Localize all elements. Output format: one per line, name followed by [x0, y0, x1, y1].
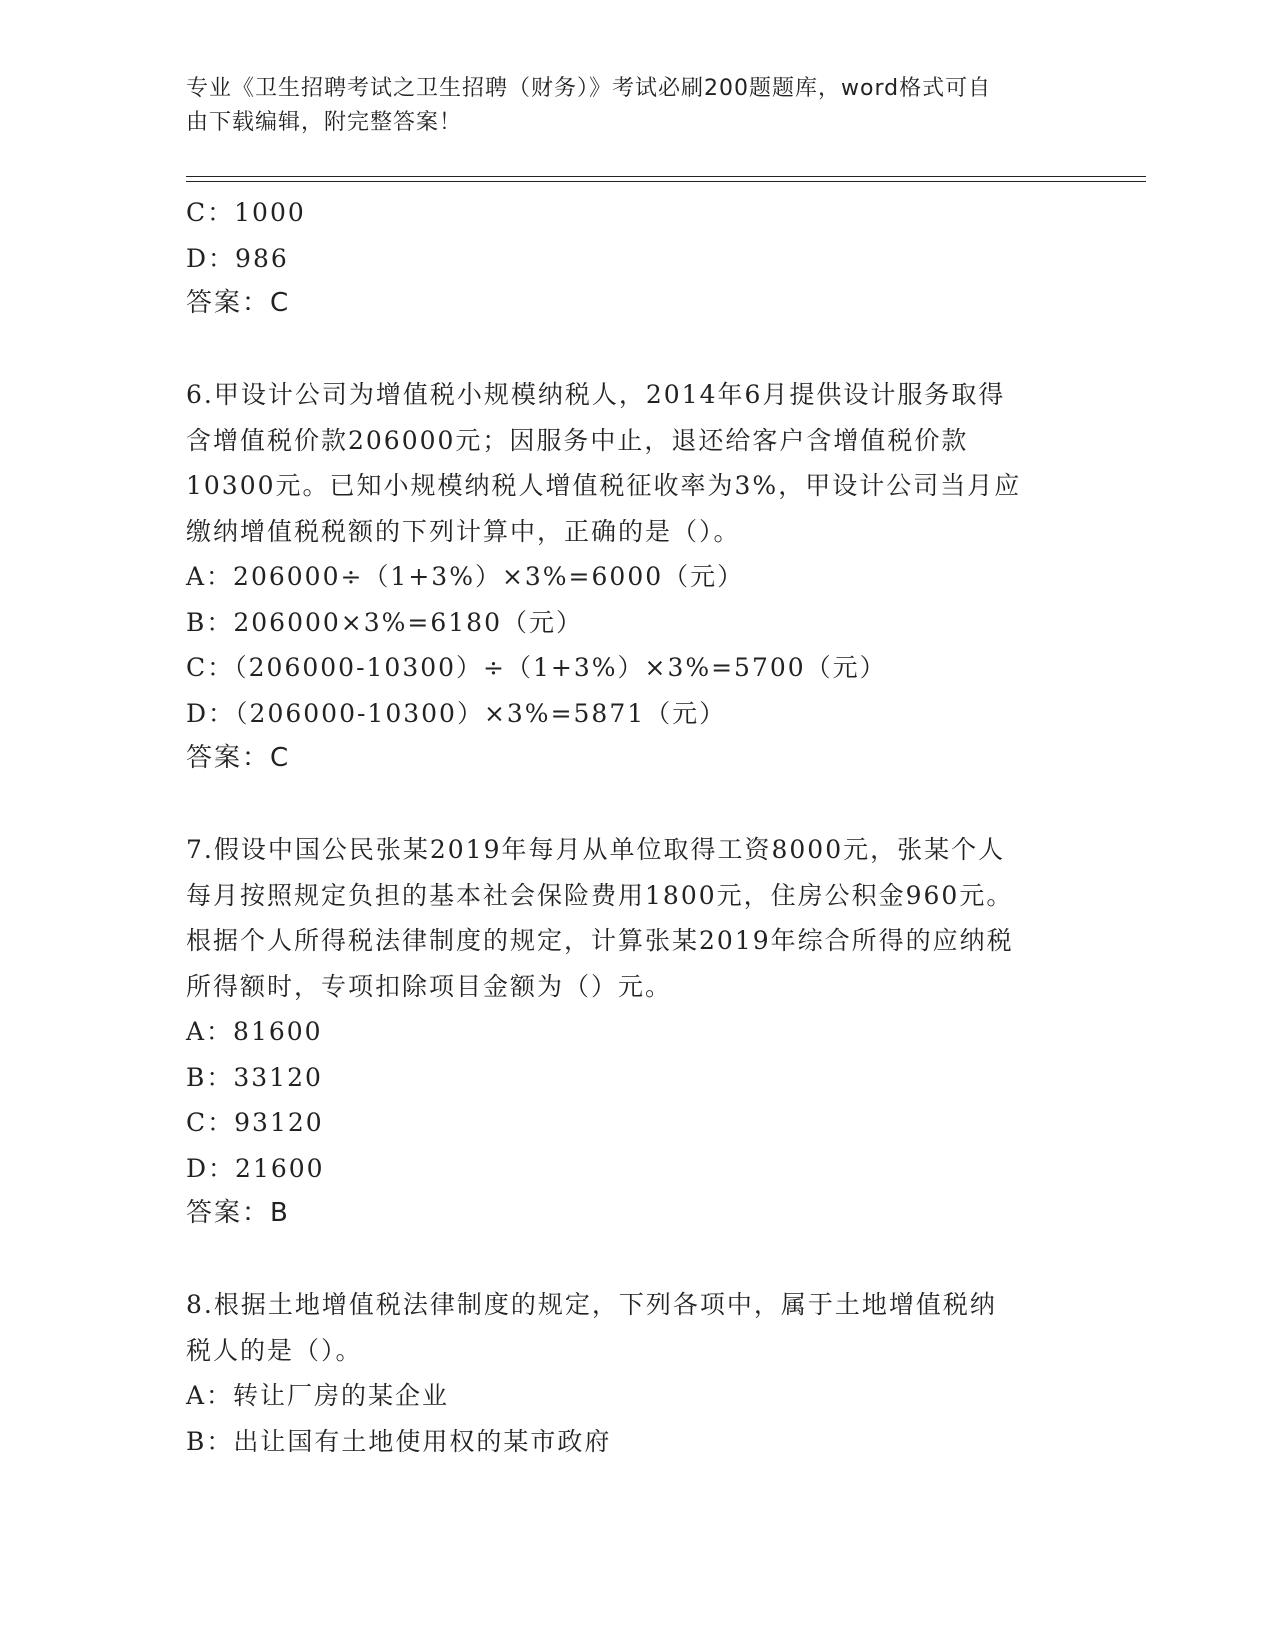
question-5-tail	[186, 190, 1066, 327]
q6-text-line-2: 含增值税价款206000元；因服务中止，退还给客户含增值税价款	[186, 425, 969, 455]
question-8	[186, 1282, 1066, 1464]
q7-text-line-3: 根据个人所得税法律制度的规定，计算张某2019年综合所得的应纳税	[186, 926, 1014, 955]
document-body	[186, 190, 1066, 1464]
q5-option-d: D：986	[186, 243, 289, 273]
q7-text-line-2: 每月按照规定负担的基本社会保险费用1800元，住房公积金960元。	[186, 880, 1014, 910]
q6-text-line-1: 6.甲设计公司为增值税小规模纳税人，2014年6月提供设计服务取得	[186, 380, 1006, 409]
q7-option-b: B：33120	[186, 1062, 323, 1092]
spacer	[186, 327, 1066, 373]
q7-option-a: A：81600	[186, 1017, 323, 1046]
q6-answer: 答案：C	[186, 743, 291, 773]
question-7	[186, 827, 1066, 1237]
q8-option-b: B：出让国有土地使用权的某市政府	[186, 1426, 612, 1456]
q7-text-line-1: 7.假设中国公民张某2019年每月从单位取得工资8000元，张某个人	[186, 835, 1006, 864]
q7-option-c: C：93120	[186, 1108, 324, 1137]
header-divider-top	[186, 176, 1146, 177]
q6-text-line-3: 10300元。已知小规模纳税人增值税征收率为3%，甲设计公司当月应	[186, 471, 1022, 500]
q7-answer: 答案：B	[186, 1198, 290, 1228]
document-header	[186, 72, 1066, 140]
q6-text-line-4: 缴纳增值税税额的下列计算中，正确的是（）。	[186, 516, 741, 546]
spacer	[186, 1237, 1066, 1283]
q6-option-b: B：206000×3%=6180（元）	[186, 607, 583, 637]
header-divider-bottom	[186, 181, 1146, 182]
q5-answer: 答案：C	[186, 288, 291, 318]
q8-text-line-1: 8.根据土地增值税法律制度的规定，下列各项中，属于土地增值税纳	[186, 1290, 997, 1319]
q7-option-d: D：21600	[186, 1153, 325, 1183]
q6-option-c: C：（206000-10300）÷（1+3%）×3%=5700（元）	[186, 653, 887, 682]
question-6	[186, 372, 1066, 782]
header-line-2: 由下载编辑，附完整答案！	[186, 110, 463, 135]
header-line-1: 专业《卫生招聘考试之卫生招聘（财务）》考试必刷200题题库，word格式可自	[186, 76, 992, 101]
q7-text-line-4: 所得额时，专项扣除项目金额为（）元。	[186, 971, 673, 1001]
q5-option-c: C：1000	[186, 198, 306, 227]
spacer	[186, 782, 1066, 828]
q6-option-a: A：206000÷（1+3%）×3%=6000（元）	[186, 562, 745, 591]
q6-option-d: D：（206000-10300）×3%=5871（元）	[186, 698, 727, 728]
q8-text-line-2: 税人的是（）。	[186, 1335, 363, 1365]
q8-option-a: A：转让厂房的某企业	[186, 1381, 450, 1410]
